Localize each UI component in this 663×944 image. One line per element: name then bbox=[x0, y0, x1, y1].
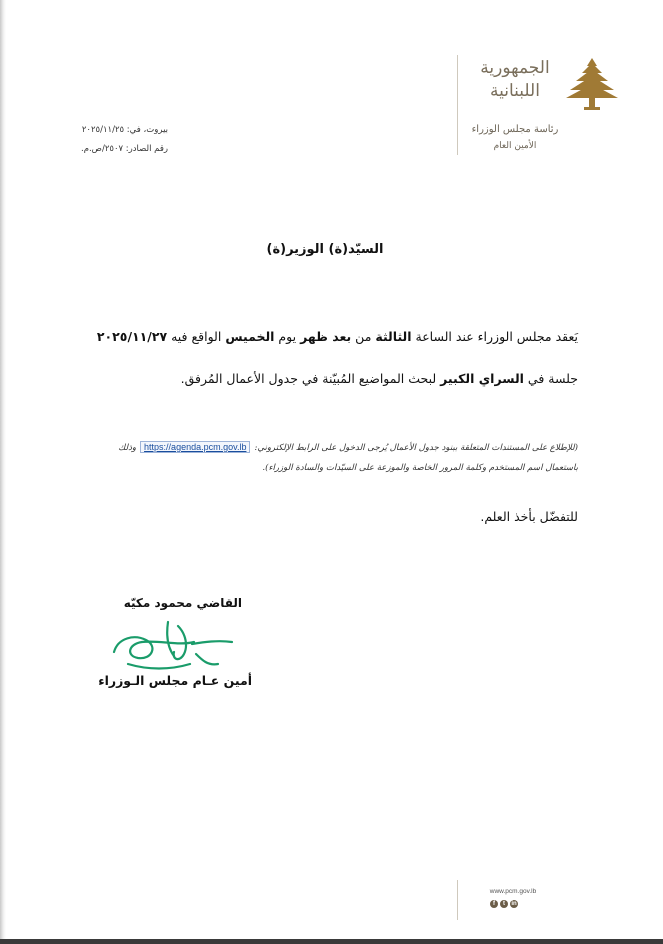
body-emphasis: بعد ظهر bbox=[300, 329, 352, 344]
note-text: (للإطلاع على المستندات المتعلقة ببنود جدول الأعمال يُرجى الدخول على الرابط الإلكتروني: bbox=[254, 443, 578, 453]
signer-name: القاضي محمود مكيّه bbox=[123, 596, 242, 610]
scan-bottom-edge bbox=[0, 939, 663, 944]
presidency-label: رئاسة مجلس الوزراء bbox=[471, 124, 559, 135]
note-line-1 bbox=[118, 441, 578, 453]
footer-website[interactable]: www.pcm.gov.lb bbox=[489, 888, 537, 895]
body-text: الواقع فيه bbox=[167, 329, 226, 344]
twitter-icon[interactable]: t bbox=[500, 900, 508, 908]
secretary-general-label: الأمين العام bbox=[493, 141, 537, 151]
meeting-date: ٢٠٢٥/١١/٢٧ bbox=[96, 329, 168, 344]
body-line-1 bbox=[97, 329, 578, 344]
cedar-logo-icon bbox=[564, 56, 620, 112]
note-line-2: باستعمال اسم المستخدم وكلمة المرور الخاصة والموزعة على السيّدات والسادة الوزراء). bbox=[262, 463, 578, 473]
republic-title-line2: اللبنانية bbox=[490, 81, 540, 101]
header-divider bbox=[457, 55, 458, 155]
page-edge-shadow bbox=[0, 0, 6, 944]
note-text: وذلك bbox=[118, 443, 137, 453]
body-text: جلسة في bbox=[523, 371, 578, 386]
handwritten-signature bbox=[108, 612, 238, 677]
footer-divider bbox=[457, 880, 458, 920]
body-line-2 bbox=[181, 371, 578, 386]
body-emphasis: الخميس bbox=[225, 329, 275, 344]
meeting-location: السراي الكبير bbox=[440, 371, 524, 386]
outgoing-number: رقم الصادر: ٢٥٠٧/ص.م. bbox=[81, 144, 168, 154]
signer-title: أمين عـام مجلس الـوزراء bbox=[98, 673, 252, 688]
letter-date: بيروت، في: ٢٠٢٥/١١/٢٥ bbox=[81, 125, 168, 135]
facebook-icon[interactable]: f bbox=[490, 900, 498, 908]
republic-title-line1: الجمهورية bbox=[480, 58, 550, 78]
closing-remark: للتفضّل بأخذ العلم. bbox=[480, 509, 578, 524]
social-links bbox=[490, 900, 518, 908]
body-text: من bbox=[351, 329, 376, 344]
salutation: السيّد(ة) الوزير(ة) bbox=[266, 242, 384, 257]
body-text: يَعقد مجلس الوزراء عند الساعة bbox=[411, 329, 578, 344]
body-text: يوم bbox=[274, 329, 301, 344]
linkedin-icon[interactable]: in bbox=[511, 901, 517, 907]
body-text: لبحث المواضيع المُبيّنة في جدول الأعمال المُرفق. bbox=[180, 371, 441, 386]
body-emphasis: الثالثة bbox=[375, 329, 412, 344]
agenda-link[interactable]: https://agenda.pcm.gov.lb bbox=[140, 441, 250, 453]
